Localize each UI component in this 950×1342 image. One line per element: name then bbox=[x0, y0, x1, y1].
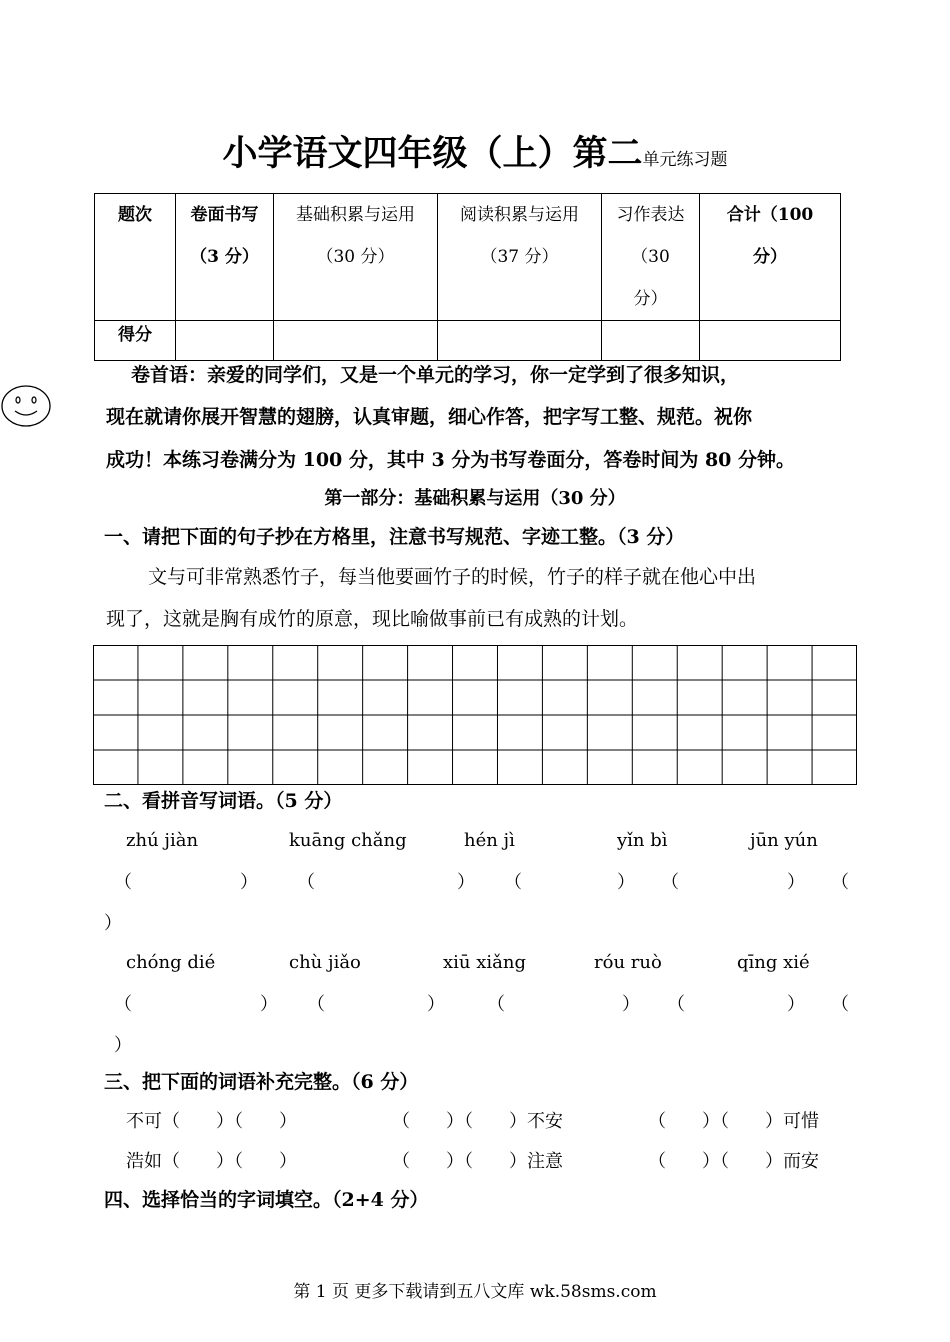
smiley-face-icon bbox=[0, 383, 52, 429]
idiom-fill-item: （ ）（ ）而安 bbox=[648, 1151, 819, 1172]
header-cell-writing: 习作表达 （30 分） bbox=[602, 194, 700, 321]
answer-paren-close: ） bbox=[114, 1035, 132, 1056]
intro-line-1: 卷首语：亲爱的同学们，又是一个单元的学习，你一定学到了很多知识， bbox=[131, 364, 740, 386]
header-cell-basic: 基础积累与运用 （30 分） bbox=[274, 194, 438, 321]
q2-heading: 二、看拼音写词语。（5 分） bbox=[104, 790, 343, 812]
idiom-fill-item: （ ）（ ）注意 bbox=[392, 1151, 563, 1172]
answer-paren-close: ） bbox=[622, 994, 640, 1015]
answer-paren-close: ） bbox=[104, 913, 122, 934]
q1-sentence-line-2: 现了，这就是胸有成竹的原意，现比喻做事前已有成熟的计划。 bbox=[106, 608, 639, 630]
answer-paren-open: （ bbox=[504, 872, 522, 893]
idiom-fill-item: 浩如（ ）（ ） bbox=[126, 1151, 297, 1172]
pinyin-item: chóng dié bbox=[126, 952, 216, 973]
q3-heading: 三、把下面的词语补充完整。（6 分） bbox=[104, 1071, 419, 1093]
answer-paren-open: （ bbox=[667, 994, 685, 1015]
pinyin-item: yǐn bì bbox=[617, 830, 668, 851]
part1-heading: 第一部分：基础积累与运用（30 分） bbox=[324, 488, 626, 509]
answer-paren-close: ） bbox=[240, 872, 258, 893]
score-table bbox=[94, 193, 841, 361]
answer-paren-close: ） bbox=[617, 872, 635, 893]
q4-heading: 四、选择恰当的字词填空。（2+4 分） bbox=[104, 1189, 429, 1211]
header-cell-reading: 阅读积累与运用 （37 分） bbox=[438, 194, 602, 321]
answer-paren-close: ） bbox=[260, 994, 278, 1015]
idiom-fill-item: （ ）（ ）可惜 bbox=[648, 1111, 819, 1132]
pinyin-item: kuāng chǎng bbox=[289, 830, 407, 851]
intro-line-3: 成功！本练习卷满分为 100 分，其中 3 分为书写卷面分，答卷时间为 80 分钟。 bbox=[106, 449, 796, 471]
answer-paren-open: （ bbox=[661, 872, 679, 893]
answer-paren-open: （ bbox=[487, 994, 505, 1015]
title-main: 小学语文四年级（上）第二 bbox=[222, 133, 643, 174]
answer-paren-close: ） bbox=[787, 994, 805, 1015]
answer-paren-open: （ bbox=[297, 872, 315, 893]
pinyin-item: qīng xié bbox=[737, 952, 810, 973]
q1-heading: 一、请把下面的句子抄在方格里，注意书写规范、字迹工整。（3 分） bbox=[104, 526, 685, 548]
answer-paren-close: ） bbox=[787, 872, 805, 893]
header-cell-total: 合计（100 分） bbox=[700, 194, 841, 321]
page-title bbox=[0, 126, 950, 176]
answer-paren-close: ） bbox=[427, 994, 445, 1015]
score-label-cell: 得分 bbox=[95, 321, 176, 361]
answer-paren-open: （ bbox=[307, 994, 325, 1015]
answer-paren-open: （ bbox=[114, 872, 132, 893]
q1-sentence-line-1: 文与可非常熟悉竹子，每当他要画竹子的时候，竹子的样子就在他心中出 bbox=[148, 566, 757, 588]
page-footer: 第 1 页 更多下载请到五八文库 wk.58sms.com bbox=[293, 1282, 657, 1302]
answer-paren-open: （ bbox=[114, 994, 132, 1015]
pinyin-item: jūn yún bbox=[750, 830, 818, 851]
idiom-fill-item: 不可（ ）（ ） bbox=[126, 1111, 297, 1132]
pinyin-item: xiū xiǎng bbox=[443, 952, 526, 973]
intro-line-2: 现在就请你展开智慧的翅膀，认真审题，细心作答，把字写工整、规范。祝你 bbox=[106, 406, 753, 428]
pinyin-item: hén jì bbox=[464, 830, 515, 851]
header-cell-item: 题次 bbox=[95, 194, 176, 321]
pinyin-item: chù jiǎo bbox=[289, 952, 361, 973]
idiom-fill-item: （ ）（ ）不安 bbox=[392, 1111, 563, 1132]
answer-paren-close: ） bbox=[457, 872, 475, 893]
writing-grid[interactable] bbox=[93, 645, 857, 785]
answer-paren-open: （ bbox=[831, 994, 849, 1015]
pinyin-item: róu ruò bbox=[594, 952, 662, 973]
header-cell-handwriting: 卷面书写 （3 分） bbox=[176, 194, 274, 321]
title-suffix: 单元练习题 bbox=[642, 150, 728, 170]
answer-paren-open: （ bbox=[831, 872, 849, 893]
pinyin-item: zhú jiàn bbox=[126, 830, 199, 851]
